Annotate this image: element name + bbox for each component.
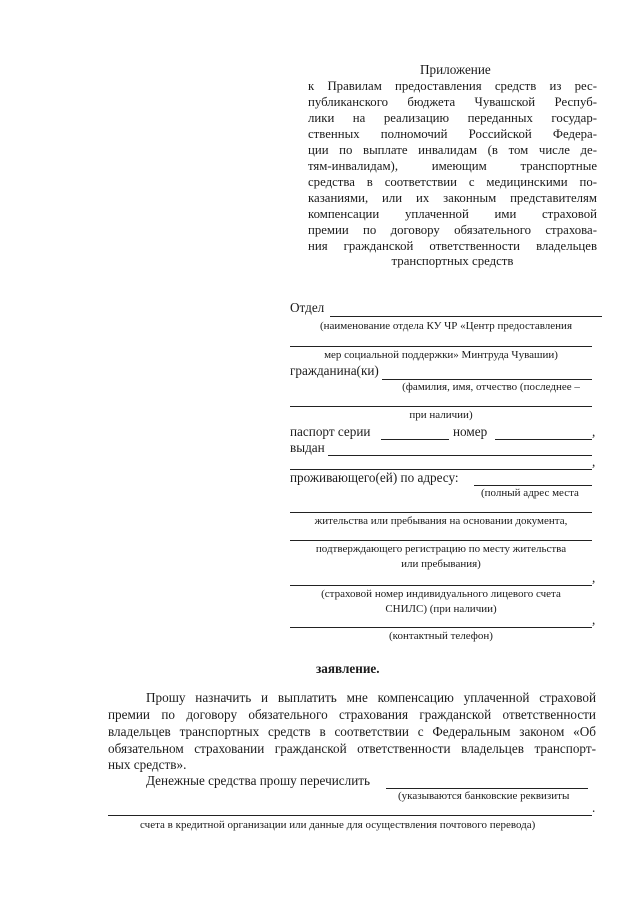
address-hint: или пребывания) <box>401 558 481 570</box>
bank-details-field[interactable] <box>386 788 588 789</box>
dept-label: Отдел <box>290 300 325 315</box>
bank-details-field-2[interactable] <box>108 815 592 816</box>
passport-number-field[interactable] <box>495 439 592 440</box>
phone-hint: (контактный телефон) <box>389 630 493 642</box>
address-hint: (полный адрес места <box>481 487 579 499</box>
passport-series-label: паспорт серии <box>290 424 371 439</box>
appendix-line: ственных полномочий Российской Федера- <box>308 127 597 141</box>
comma: , <box>592 570 596 585</box>
passport-number-label: номер <box>453 424 488 439</box>
appendix-line: средства в соответствии с медицинскими по- <box>308 175 597 189</box>
appendix-line-last: транспортных средств <box>391 254 514 268</box>
statement-line: премии по договору обязательного страхования гражданской ответственности <box>108 707 596 722</box>
appendix-line: премии по договору обязательного страхова- <box>308 223 597 237</box>
appendix-line: к Правилам предоставления средств из рес- <box>308 79 597 93</box>
comma: , <box>592 424 596 439</box>
comma: , <box>592 454 596 469</box>
appendix-title: Приложение <box>420 62 491 77</box>
citizen-name-field-2[interactable] <box>290 406 592 407</box>
snils-field[interactable] <box>290 585 592 586</box>
bank-hint: (указываются банковские реквизиты <box>398 790 570 802</box>
citizen-hint: при наличии) <box>409 409 473 421</box>
appendix-line: публиканского бюджета Чувашской Респуб- <box>308 95 597 109</box>
address-field-2[interactable] <box>290 512 592 513</box>
comma: , <box>592 612 596 627</box>
snils-hint: (страховой номер индивидуального лицевого счета <box>321 588 561 600</box>
citizen-name-field[interactable] <box>382 379 592 380</box>
address-hint: подтверждающего регистрацию по месту жительства <box>315 543 567 555</box>
statement-heading: заявление. <box>316 661 380 676</box>
appendix-line: тям-инвалидам), имеющим транспортные <box>308 159 597 173</box>
snils-hint: СНИЛС) (при наличии) <box>385 603 497 615</box>
statement-line-last: ных средств». <box>108 757 187 772</box>
dept-hint: мер социальной поддержки» Минтруда Чувашии) <box>324 349 558 361</box>
dept-hint: (наименование отдела КУ ЧР «Центр предоставления <box>319 320 573 332</box>
appendix-line: казаниями, или их законным представителям <box>308 191 597 205</box>
statement-line: Прошу назначить и выплатить мне компенсацию уплаченной страховой <box>146 690 596 705</box>
statement-line: владельцев транспортных средств в соответствии с Федеральным законом «Об <box>108 724 596 739</box>
citizen-hint: (фамилия, имя, отчество (последнее – <box>402 381 580 393</box>
address-label: проживающего(ей) по адресу: <box>290 470 459 485</box>
transfer-label: Денежные средства прошу перечислить <box>146 773 371 788</box>
statement-line: обязательном страховании гражданской ответственности владельцев транспорт- <box>108 741 596 756</box>
appendix-line: лики на реализацию переданных государ- <box>308 111 597 125</box>
passport-series-field[interactable] <box>381 439 449 440</box>
address-field[interactable] <box>474 485 592 486</box>
issued-field[interactable] <box>328 455 592 456</box>
appendix-line: ния гражданской ответственности владельцев <box>308 239 597 253</box>
final-period: . <box>592 800 596 815</box>
bank-hint: счета в кредитной организации или данные для осуществления почтового перевода) <box>140 819 536 831</box>
address-hint: жительства или пребывания на основании документа, <box>314 515 568 527</box>
issued-label: выдан <box>290 440 325 455</box>
phone-field[interactable] <box>290 627 592 628</box>
address-field-3[interactable] <box>290 540 592 541</box>
appendix-line: компенсации уплаченной ими страховой <box>308 207 597 221</box>
dept-field[interactable] <box>330 316 602 317</box>
citizen-label: гражданина(ки) <box>290 363 379 378</box>
appendix-line: ции по выплате инвалидам (в том числе де- <box>308 143 597 157</box>
dept-field-2[interactable] <box>290 346 592 347</box>
